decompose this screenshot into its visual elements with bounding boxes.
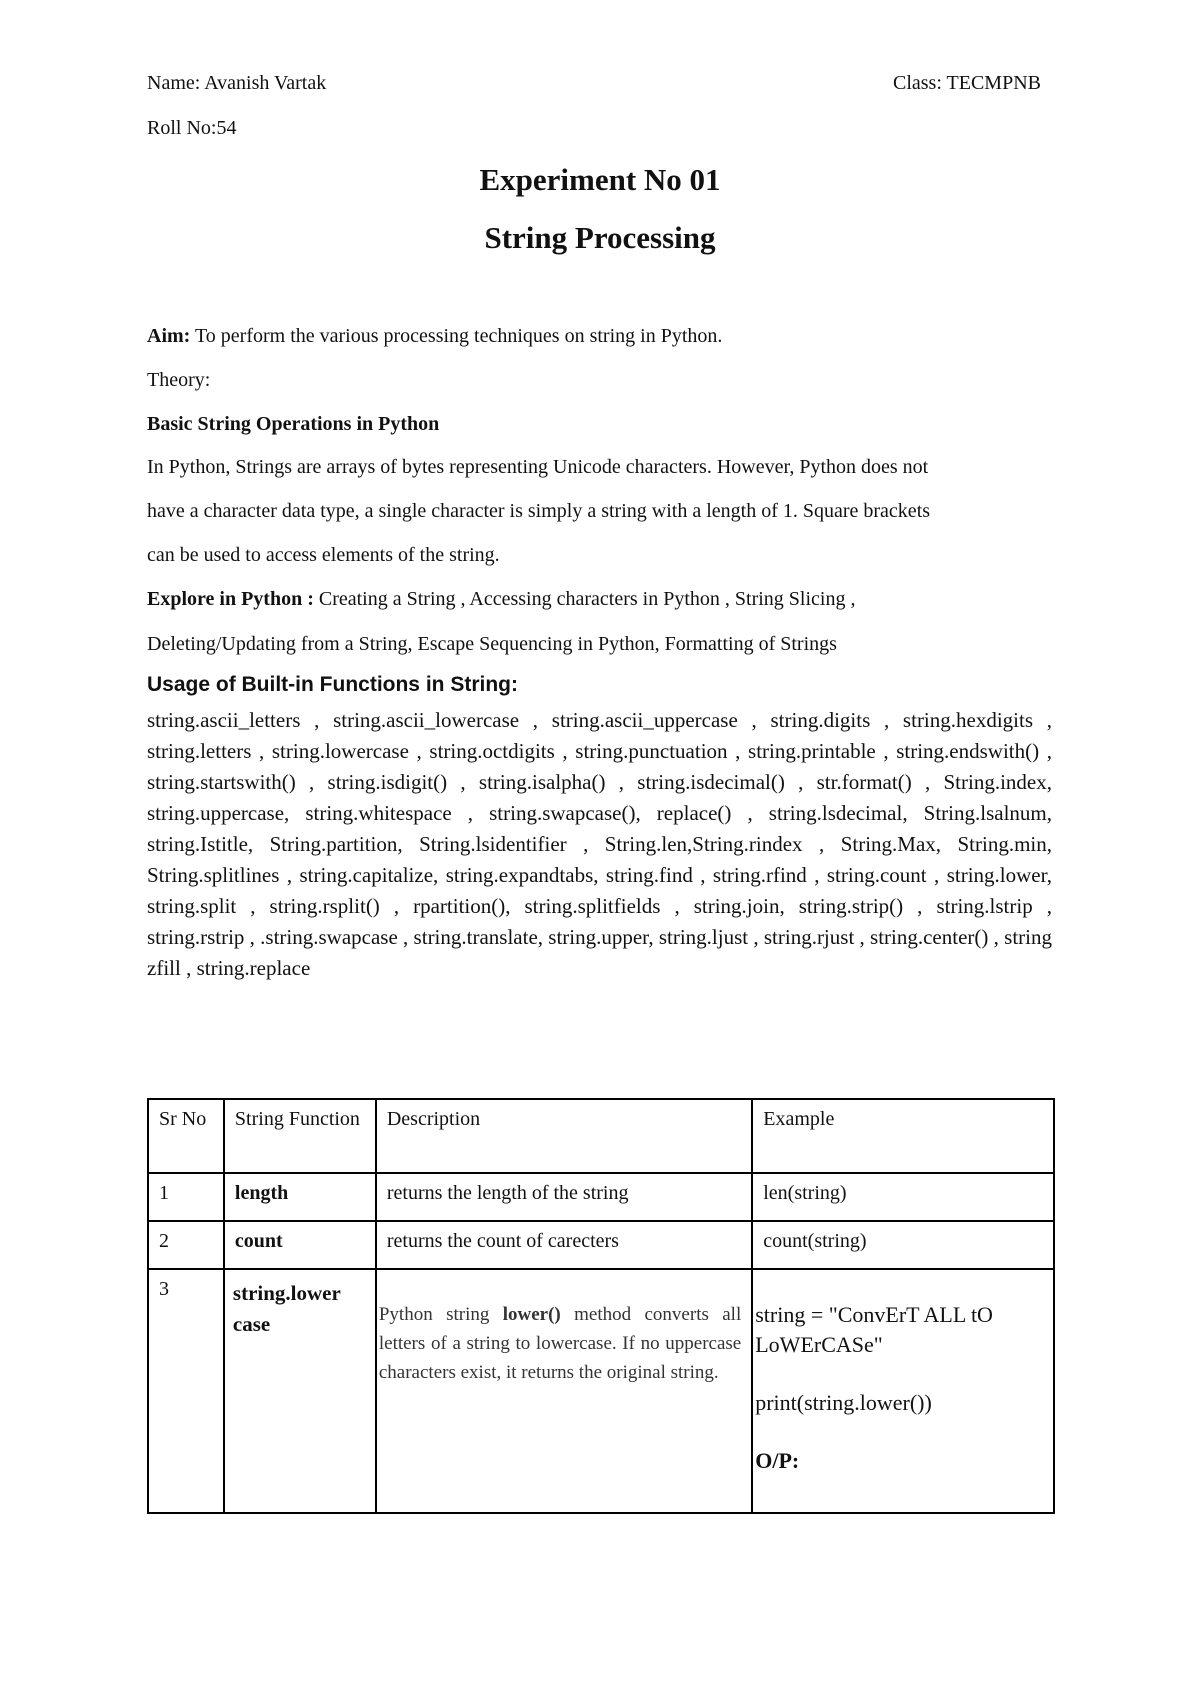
cell-sr: 1 [148,1173,224,1221]
explore-text-1: Creating a String , Accessing characters in Python , String Slicing , [313,588,856,610]
intro-line-1: In Python, Strings are arrays of bytes representing Unicode characters. However, Python does not [147,456,929,478]
cell-sr: 2 [148,1221,224,1269]
example-line-2: print(string.lower()) [755,1390,932,1415]
header-description: Description [376,1099,752,1173]
header-example: Example [752,1099,1054,1173]
student-class: Class: TECMPNB [893,72,1041,94]
roll-number: Roll No:54 [147,117,237,139]
cell-function-text: string.lower case [232,1281,341,1336]
string-functions-table [147,1098,1055,1514]
student-name: Name: Avanish Vartak [147,72,327,94]
explore-paragraph [147,587,1067,611]
cell-function: count [224,1221,376,1269]
cell-example: len(string) [752,1173,1054,1221]
example-line-3: O/P: [755,1448,800,1473]
description-post: method converts all letters of a string to lowercase. If no uppercase characters exist, it returns the original string. [378,1304,742,1383]
intro-line-2: have a character data type, a single character is simply a string with a length of 1. Square brackets [147,500,931,522]
cell-example [752,1269,1054,1513]
header-sr-no: Sr No [148,1099,224,1173]
aim-label: Aim: [147,325,191,347]
cell-description: returns the count of carecters [376,1221,752,1269]
cell-function: length [224,1173,376,1221]
explore-label: Explore in Python : [147,588,314,610]
cell-sr: 3 [148,1269,224,1513]
cell-function [224,1269,376,1513]
table-row [148,1269,1054,1513]
usage-heading: Usage of Built-in Functions in String: [147,673,518,696]
intro-line-3: can be used to access elements of the string. [147,544,500,566]
table-row [148,1173,1054,1221]
table-header-row [148,1099,1054,1173]
header-string-function: String Function [224,1099,376,1173]
theory-label: Theory: [147,369,211,391]
example-line-1: string = "ConvErT ALL tO LoWErCASe" [755,1302,993,1357]
description-method: lower() [502,1304,561,1325]
experiment-subtitle: String Processing [484,220,716,255]
description-pre: Python string [378,1304,503,1325]
basic-operations-heading: Basic String Operations in Python [147,413,440,435]
example-clip [755,1300,1043,1476]
functions-list: string.ascii_letters , string.ascii_lowercase , string.ascii_uppercase , string.digits , string.hexdigits , string.letters , string.lowercase , string.octdigits , string.punctuation , string.printable , string.endswith() , string.startswith() , string.isdigit() , string.isalpha() , string.isdecimal() , str.format() , String.index, string.uppercase, string.whitespace , string.swapcase(), replace() , string.lsdecimal, String.lsalnum, string.Istitle, String.partition, String.lsidentifier , String.len,String.rindex , String.Max, String.min, String.splitlines , string.capitalize, string.expandtabs, string.find , string.rfind , string.count , string.lower, string.split , string.rsplit() , rpartition(), string.splitfields , string.join, string.strip() , string.lstrip , string.rstrip , .string.swapcase , string.translate, string.upper, string.ljust , string.rjust , string.center() , string zfill , string.replace [147,708,1052,980]
aim-paragraph [147,324,1067,348]
explore-text-2: Deleting/Updating from a String, Escape Sequencing in Python, Formatting of Strings [147,633,837,655]
description-clip [378,1300,742,1387]
cell-description: returns the length of the string [376,1173,752,1221]
experiment-title: Experiment No 01 [479,162,721,197]
aim-text: To perform the various processing techniques on string in Python. [190,325,723,347]
description-text [379,1300,741,1387]
table-row [148,1221,1054,1269]
cell-description [376,1269,752,1513]
example-code [755,1300,1043,1476]
cell-example: count(string) [752,1221,1054,1269]
